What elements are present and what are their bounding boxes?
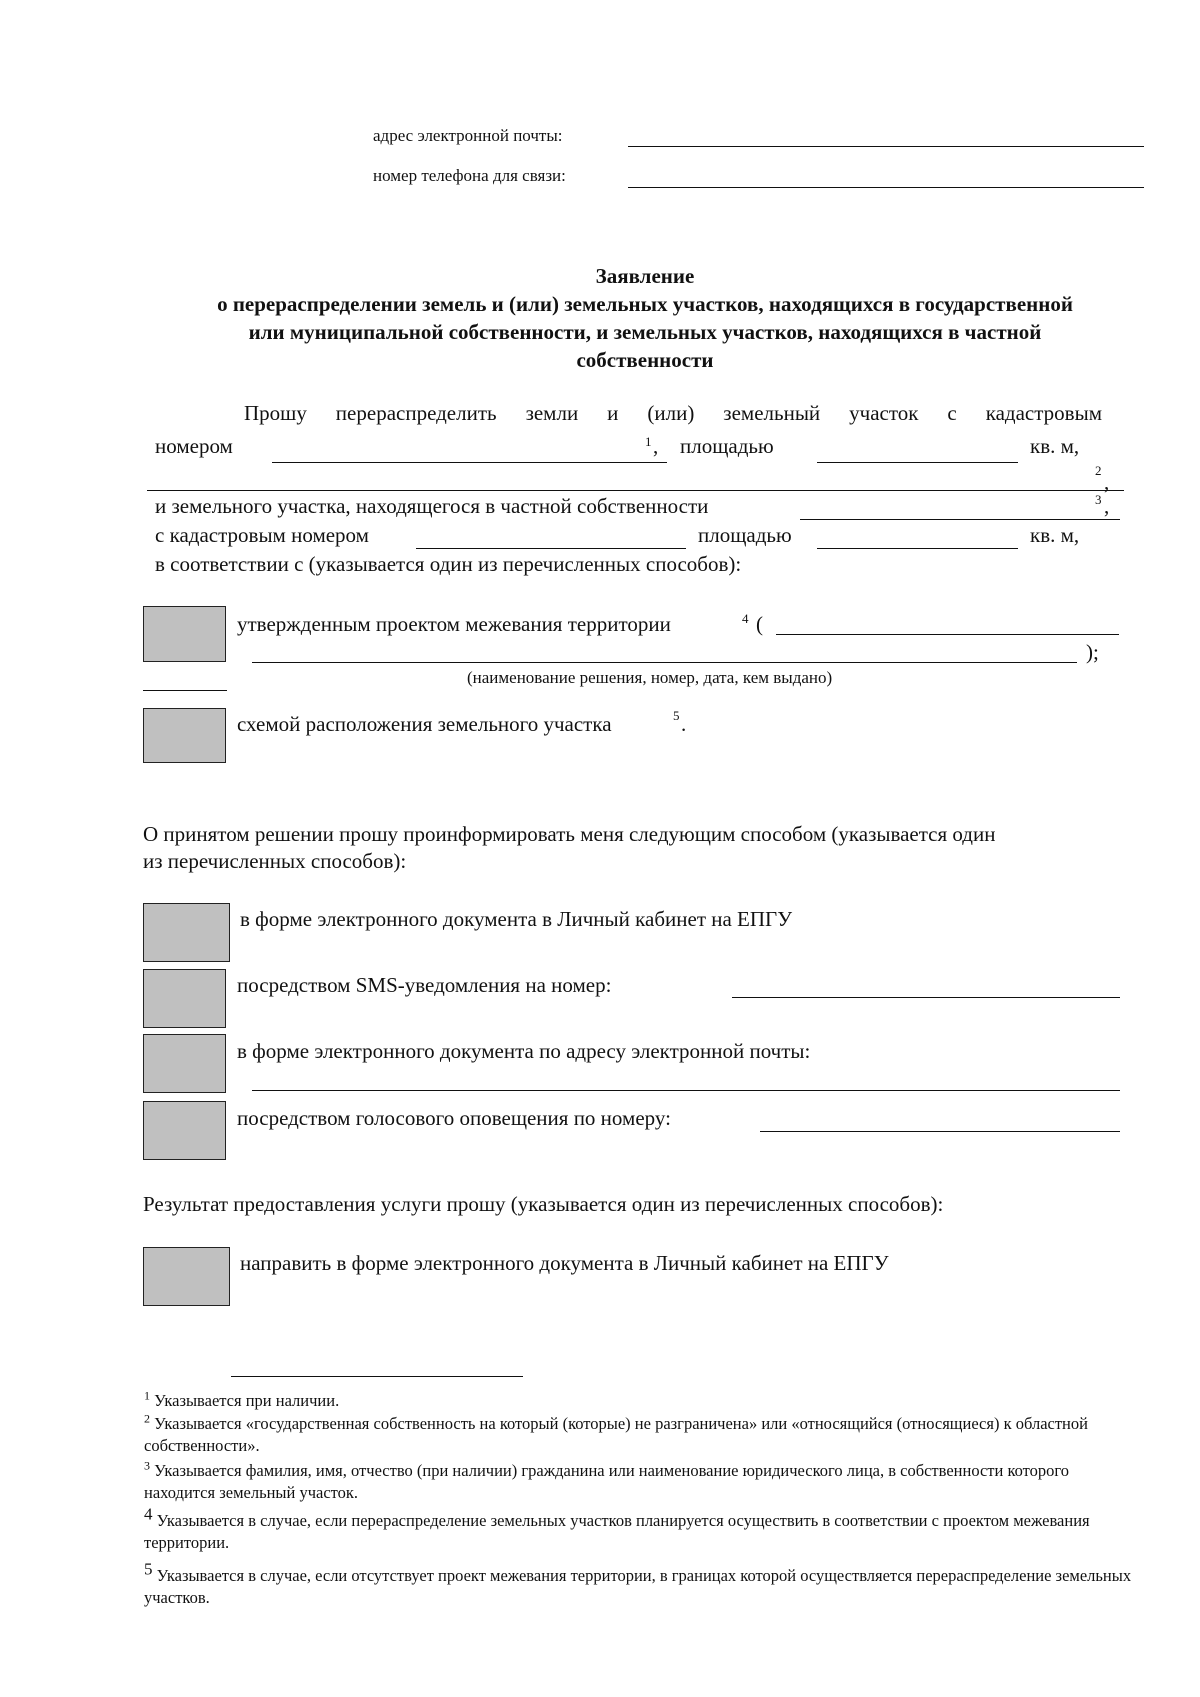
title-line-2: о перераспределении земель и (или) земельных участков, находящихся в государственной (217, 292, 1073, 316)
unit-label-2: кв. м, (1030, 523, 1080, 547)
phone-field-line[interactable] (628, 187, 1144, 188)
cadastral-number-field-2[interactable] (416, 548, 686, 549)
notify-email-field[interactable] (252, 1090, 1120, 1091)
cadastral-number-field[interactable] (272, 462, 667, 463)
checkbox-notify-voice[interactable] (143, 1101, 226, 1160)
footnote-marker-4: 4 (144, 1504, 153, 1524)
title-line-4: собственности (576, 348, 714, 372)
result-label: Результат предоставления услуги прошу (указывается один из перечисленных способов): (143, 1192, 944, 1216)
footnote-ref-4: 4 (742, 611, 749, 626)
sms-number-field[interactable] (732, 997, 1120, 998)
email-label: адрес электронной почты: (373, 126, 563, 145)
footnote-marker-1: 1 (144, 1388, 150, 1403)
notify-line-2: из перечисленных способов): (143, 849, 407, 873)
decision-caption: (наименование решения, номер, дата, кем выдано) (467, 668, 833, 687)
footnote-5 (144, 1559, 1144, 1609)
notify-line-1: О принятом решении прошу проинформировать меня следующим способом (указывается один (143, 822, 996, 846)
area-field[interactable] (817, 462, 1018, 463)
decision-field-1[interactable] (776, 634, 1119, 635)
footnote-4 (144, 1504, 1144, 1554)
footnote-marker-5: 5 (144, 1559, 153, 1579)
notify-option-voice: посредством голосового оповещения по номеру: (237, 1106, 671, 1130)
checkbox-notify-email[interactable] (143, 1034, 226, 1093)
unit-label: кв. м, (1030, 434, 1080, 458)
decision-field-2[interactable] (252, 662, 1077, 663)
footnote-text-2: Указывается «государственная собственность на который (которые) не разграничена» или «относящийся (относящиеся) к областной собственности». (144, 1414, 1088, 1455)
result-option-epgu: направить в форме электронного документа в Личный кабинет на ЕПГУ (240, 1251, 889, 1275)
option-survey-project: утвержденным проектом межевания территории (237, 612, 671, 636)
footnote-ref-2: 2 (1095, 463, 1102, 478)
checkbox-notify-sms[interactable] (143, 969, 226, 1028)
owner-field[interactable] (800, 519, 1120, 520)
checkbox-layout-scheme[interactable] (143, 708, 226, 763)
footnote-ref-1: 1 (645, 434, 652, 449)
cadastral-label: номером (155, 434, 233, 458)
area-field-2[interactable] (817, 548, 1018, 549)
period: . (681, 712, 687, 736)
request-line-1: Прошу перераспределить земли и (или) земельный участок с кадастровым (244, 401, 1102, 425)
comma-2: , (1104, 470, 1110, 494)
footnote-text-3: Указывается фамилия, имя, отчество (при наличии) гражданина или наименование юридического лица, в собственности которого находится земельный участок. (144, 1461, 1070, 1502)
footnote-2 (144, 1413, 1144, 1457)
footnote-3 (144, 1460, 1144, 1504)
checkbox-result-epgu[interactable] (143, 1247, 230, 1306)
land-description-field[interactable] (147, 490, 1124, 491)
private-land-label: и земельного участка, находящегося в частной собственности (155, 494, 709, 518)
footnote-separator (231, 1376, 523, 1377)
footnote-text-5: Указывается в случае, если отсутствует проект межевания территории, в границах которой осуществляется перераспределение земельных участков. (144, 1566, 1132, 1607)
voice-number-field[interactable] (760, 1131, 1120, 1132)
footnote-text-4: Указывается в случае, если перераспределение земельных участков планируется осуществить в соответствии с проектом межевания территории. (144, 1511, 1090, 1552)
footnote-1 (144, 1390, 1144, 1412)
footnote-ref-3: 3 (1095, 492, 1102, 507)
option-layout-scheme: схемой расположения земельного участка (237, 712, 612, 736)
notify-option-epgu: в форме электронного документа в Личный кабинет на ЕПГУ (240, 907, 793, 931)
checkbox-notify-epgu[interactable] (143, 903, 230, 962)
comma: , (653, 434, 659, 458)
footnote-ref-5: 5 (673, 708, 680, 723)
area-label-2: площадью (698, 523, 792, 547)
cadastral-label-2: с кадастровым номером (155, 523, 369, 547)
phone-label: номер телефона для связи: (373, 166, 566, 185)
notify-option-email: в форме электронного документа по адресу электронной почты: (237, 1039, 811, 1063)
open-paren: ( (756, 612, 763, 636)
page-title: Заявление (595, 264, 695, 288)
footnote-marker-3: 3 (144, 1458, 150, 1473)
comma-3: , (1104, 494, 1110, 518)
close-paren: ); (1086, 640, 1099, 664)
checkbox-survey-project[interactable] (143, 606, 226, 662)
footnote-marker-2: 2 (144, 1411, 150, 1426)
decision-field-3 (143, 690, 227, 691)
footnote-text-1: Указывается при наличии. (154, 1391, 340, 1410)
title-line-3: или муниципальной собственности, и земельных участков, находящихся в частной (248, 320, 1042, 344)
accordance-label: в соответствии с (указывается один из перечисленных способов): (155, 552, 742, 576)
notify-option-sms: посредством SMS-уведомления на номер: (237, 973, 612, 997)
area-label: площадью (680, 434, 774, 458)
email-field-line[interactable] (628, 146, 1144, 147)
